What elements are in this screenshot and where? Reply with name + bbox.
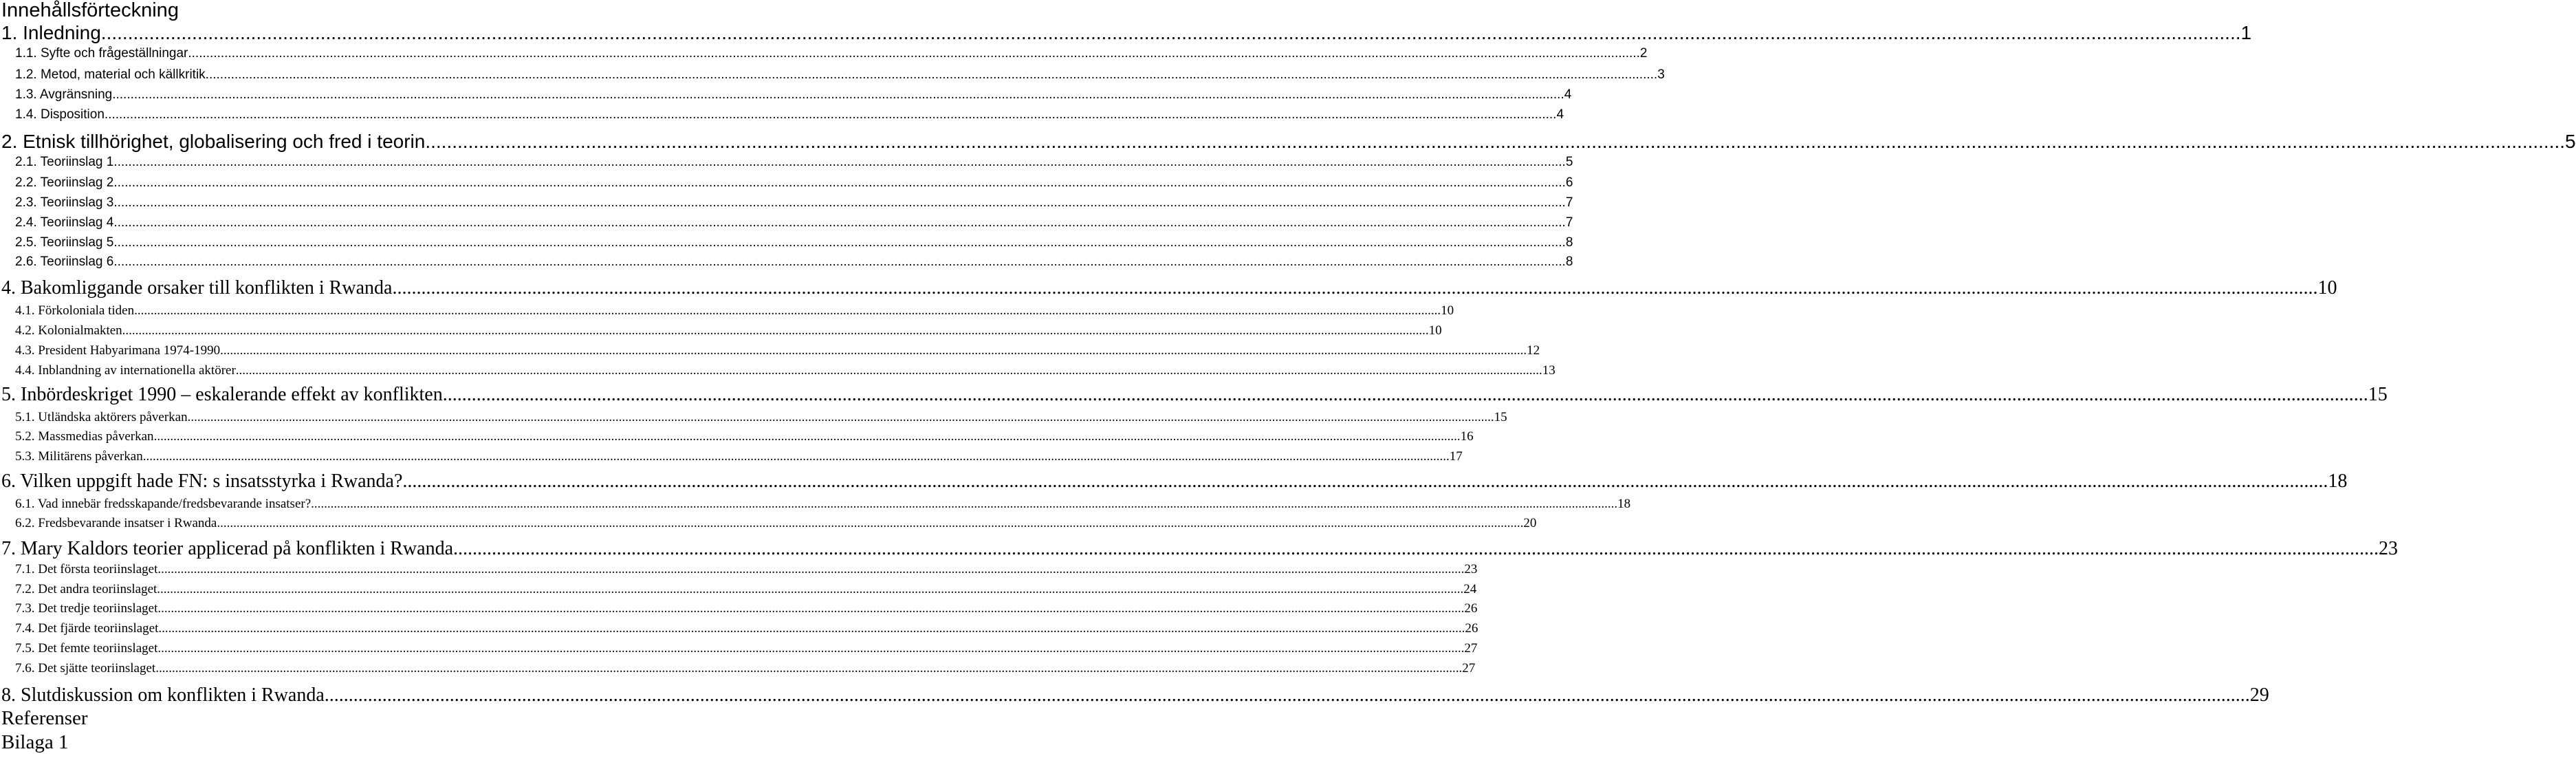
toc-entry-page-number: 26 xyxy=(1465,621,1478,636)
dot-leader: ................................................................................................................................................................................................................................................................................................................................................................................................................ xyxy=(113,175,1566,190)
toc-entry[interactable] xyxy=(0,601,1478,617)
dot-leader: ................................................................................................................................................................................................................................................................................................................................................................................................................ xyxy=(113,235,1566,250)
toc-entry[interactable] xyxy=(0,515,1537,532)
toc-entry-page-number: 26 xyxy=(1464,601,1478,616)
toc-entry[interactable] xyxy=(0,87,1572,103)
toc-trailing-entry[interactable] xyxy=(0,705,660,731)
toc-entry[interactable] xyxy=(0,429,1474,445)
toc-entry-label: 5.3. Militärens påverkan xyxy=(15,449,143,464)
toc-entry[interactable] xyxy=(0,620,1478,637)
toc-entry-label: 7.1. Det första teoriinslaget xyxy=(15,562,158,576)
dot-leader: ................................................................................................................................................................................................................................................................................................................................................................................................................ xyxy=(113,195,1566,210)
toc-entry-label: 5.1. Utländska aktörers påverkan xyxy=(15,410,188,424)
toc-entry[interactable] xyxy=(0,660,1476,677)
toc-entry-page-number: 8 xyxy=(1565,255,1573,269)
toc-entry-label: 1. Inledning xyxy=(1,22,101,43)
toc-entry-page-number: 10 xyxy=(1428,323,1442,338)
toc-entry[interactable] xyxy=(0,276,2337,301)
toc-trailing-entry[interactable] xyxy=(0,729,660,755)
toc-entry-label: 4. Bakomliggande orsaker till konflikten i Rwanda xyxy=(1,277,393,299)
toc-entry[interactable] xyxy=(0,129,2576,154)
toc-entry-label: 7.3. Det tredje teoriinslaget xyxy=(15,601,158,616)
dot-leader: ................................................................................................................................................................................................................................................................................................................................................................................................................ xyxy=(187,410,1494,424)
dot-leader: ................................................................................................................................................................................................................................................................................................................................................................................................................ xyxy=(112,87,1564,102)
dot-leader: ................................................................................................................................................................................................................................................................................................................................................................................................................ xyxy=(104,107,1557,122)
toc-entry-label: 6. Vilken uppgift hade FN: s insatsstyrka i Rwanda? xyxy=(1,471,403,492)
dot-leader: ................................................................................................................................................................................................................................................................................................................................................................................................................ xyxy=(425,131,2566,152)
toc-entry-label: 5. Inbördeskriget 1990 – eskalerande effekt av konflikten xyxy=(1,384,443,405)
toc-entry-page-number: 7 xyxy=(1565,215,1573,230)
toc-entry[interactable] xyxy=(0,254,1573,270)
toc-entry-label: 8. Slutdiskussion om konflikten i Rwanda xyxy=(1,684,325,706)
toc-entry-page-number: 4 xyxy=(1556,107,1564,122)
toc-heading: Innehållsförteckning xyxy=(1,0,179,21)
dot-leader: ................................................................................................................................................................................................................................................................................................................................................................................................................ xyxy=(153,429,1461,444)
toc-entry[interactable] xyxy=(0,154,1573,171)
toc-entry[interactable] xyxy=(0,537,2399,561)
toc-entry[interactable] xyxy=(0,21,2252,45)
toc-entry[interactable] xyxy=(0,382,2388,407)
toc-entry-page-number: 12 xyxy=(1527,343,1540,358)
toc-entry-label: 1.1. Syfte och frågeställningar xyxy=(15,46,188,61)
toc-entry-page-number: 4 xyxy=(1564,87,1572,102)
toc-entry-label: 2. Etnisk tillhörighet, globalisering och fred i teorin xyxy=(1,131,426,152)
toc-entry-page-number: 7 xyxy=(1565,195,1573,210)
toc-entry[interactable] xyxy=(0,363,1556,379)
dot-leader: ................................................................................................................................................................................................................................................................................................................................................................................................................ xyxy=(122,323,1429,338)
toc-entry[interactable] xyxy=(0,175,1573,191)
toc-entry-page-number: 18 xyxy=(2328,471,2348,492)
toc-entry-label: 7.2. Det andra teoriinslaget xyxy=(15,582,157,596)
dot-leader: ................................................................................................................................................................................................................................................................................................................................................................................................................ xyxy=(113,215,1566,230)
toc-entry[interactable] xyxy=(0,215,1573,231)
dot-leader: ................................................................................................................................................................................................................................................................................................................................................................................................................ xyxy=(324,684,2250,706)
toc-entry-label: 1.4. Disposition xyxy=(15,107,105,122)
toc-entry-label: 7.6. Det sjätte teoriinslaget xyxy=(15,661,156,676)
toc-entry-label: 2.4. Teoriinslag 4 xyxy=(15,215,114,230)
toc-entry-page-number: 23 xyxy=(1464,562,1478,576)
dot-leader: ................................................................................................................................................................................................................................................................................................................................................................................................................ xyxy=(113,255,1566,269)
toc-entry[interactable] xyxy=(0,303,1454,319)
toc-entry[interactable] xyxy=(0,195,1573,211)
toc-entry-label: 1.2. Metod, material och källkritik xyxy=(15,67,206,82)
dot-leader: ................................................................................................................................................................................................................................................................................................................................................................................................................ xyxy=(134,303,1441,318)
toc-entry[interactable] xyxy=(0,45,1648,62)
dot-leader: ................................................................................................................................................................................................................................................................................................................................................................................................................ xyxy=(217,516,1524,530)
dot-leader: ................................................................................................................................................................................................................................................................................................................................................................................................................ xyxy=(155,661,1463,676)
toc-entry-page-number: 10 xyxy=(2317,277,2337,299)
toc-entry-page-number: 24 xyxy=(1463,582,1477,596)
toc-entry-label: 7.4. Det fjärde teoriinslaget xyxy=(15,621,159,636)
dot-leader: ................................................................................................................................................................................................................................................................................................................................................................................................................ xyxy=(220,343,1527,358)
dot-leader: ................................................................................................................................................................................................................................................................................................................................................................................................................ xyxy=(235,363,1542,378)
toc-entry-page-number: 27 xyxy=(1464,641,1478,656)
dot-leader: ................................................................................................................................................................................................................................................................................................................................................................................................................ xyxy=(113,155,1566,169)
dot-leader: ................................................................................................................................................................................................................................................................................................................................................................................................................ xyxy=(453,538,2379,559)
dot-leader: ................................................................................................................................................................................................................................................................................................................................................................................................................ xyxy=(205,67,1658,82)
toc-entry-page-number: 15 xyxy=(1494,410,1507,424)
toc-entry-page-number: 2 xyxy=(1639,46,1648,61)
toc-entry[interactable] xyxy=(0,107,1564,123)
toc-entry[interactable] xyxy=(0,640,1478,657)
toc-entry-label: 4.3. President Habyarimana 1974-1990 xyxy=(15,343,221,358)
toc-entry-page-number: 6 xyxy=(1565,175,1573,190)
toc-entry[interactable] xyxy=(0,323,1442,339)
toc-entry-label: 2.1. Teoriinslag 1 xyxy=(15,155,114,169)
toc-entry-label: 2.5. Teoriinslag 5 xyxy=(15,235,114,250)
dot-leader: ................................................................................................................................................................................................................................................................................................................................................................................................................ xyxy=(442,384,2368,405)
dot-leader: ................................................................................................................................................................................................................................................................................................................................................................................................................ xyxy=(142,449,1450,464)
toc-entry-page-number: 20 xyxy=(1523,516,1537,530)
toc-entry-label: 6.2. Fredsbevarande insatser i Rwanda xyxy=(15,516,217,530)
dot-leader: ................................................................................................................................................................................................................................................................................................................................................................................................................ xyxy=(158,621,1465,636)
dot-leader: ................................................................................................................................................................................................................................................................................................................................................................................................................ xyxy=(157,582,1464,596)
toc-entry[interactable] xyxy=(0,496,1631,512)
toc-entry-label: 6.1. Vad innebär fredsskapande/fredsbevarande insatser? xyxy=(15,497,312,511)
toc-entry-label: 5.2. Massmedias påverkan xyxy=(15,429,154,444)
dot-leader: ................................................................................................................................................................................................................................................................................................................................................................................................................ xyxy=(157,562,1465,576)
toc-entry[interactable] xyxy=(0,67,1665,83)
toc-entry-page-number: 10 xyxy=(1441,303,1454,318)
toc-entry-page-number: 18 xyxy=(1617,497,1631,511)
toc-entry[interactable] xyxy=(0,683,2269,708)
toc-entry-page-number: 5 xyxy=(2565,131,2576,152)
toc-entry[interactable] xyxy=(0,343,1540,359)
toc-entry-label: 7. Mary Kaldors teorier applicerad på konflikten i Rwanda xyxy=(1,538,454,559)
toc-entry-label: 2.2. Teoriinslag 2 xyxy=(15,175,114,190)
toc-entry[interactable] xyxy=(0,581,1477,598)
toc-entry-label: 4.4. Inblandning av internationella aktörer xyxy=(15,363,236,378)
dot-leader: ................................................................................................................................................................................................................................................................................................................................................................................................................ xyxy=(402,471,2328,492)
toc-entry-page-number: 15 xyxy=(2368,384,2388,405)
dot-leader: ................................................................................................................................................................................................................................................................................................................................................................................................................ xyxy=(188,46,1640,61)
toc-entry-page-number: 8 xyxy=(1565,235,1573,250)
toc-entry-page-number: 17 xyxy=(1449,449,1463,464)
toc-entry-page-number: 13 xyxy=(1542,363,1556,378)
toc-trailing-label: Bilaga 1 xyxy=(1,731,69,753)
toc-entry-label: 2.6. Teoriinslag 6 xyxy=(15,255,114,269)
toc-entry-label: 2.3. Teoriinslag 3 xyxy=(15,195,114,210)
toc-trailing-label: Referenser xyxy=(1,707,88,729)
toc-entry-label: 1.3. Avgränsning xyxy=(15,87,113,102)
dot-leader: ................................................................................................................................................................................................................................................................................................................................................................................................................ xyxy=(100,22,2241,43)
toc-entry-label: 7.5. Det femte teoriinslaget xyxy=(15,641,158,656)
toc-entry-page-number: 23 xyxy=(2379,538,2399,559)
toc-entry[interactable] xyxy=(0,449,1463,465)
dot-leader: ................................................................................................................................................................................................................................................................................................................................................................................................................ xyxy=(392,277,2318,299)
dot-leader: ................................................................................................................................................................................................................................................................................................................................................................................................................ xyxy=(157,641,1465,656)
toc-entry-page-number: 16 xyxy=(1460,429,1474,444)
toc-entry-page-number: 29 xyxy=(2249,684,2269,706)
toc-entry-page-number: 1 xyxy=(2240,22,2252,43)
toc-entry-label: 4.1. Förkoloniala tiden xyxy=(15,303,135,318)
dot-leader: ................................................................................................................................................................................................................................................................................................................................................................................................................ xyxy=(311,497,1618,511)
toc-entry[interactable] xyxy=(0,561,1478,578)
toc-entry-page-number: 5 xyxy=(1565,155,1573,169)
toc-entry-label: 4.2. Kolonialmakten xyxy=(15,323,122,338)
toc-entry[interactable] xyxy=(0,235,1573,251)
toc-entry[interactable] xyxy=(0,409,1507,426)
toc-entry[interactable] xyxy=(0,469,2348,494)
dot-leader: ................................................................................................................................................................................................................................................................................................................................................................................................................ xyxy=(157,601,1465,616)
toc-entry-page-number: 27 xyxy=(1462,661,1476,676)
toc-entry-page-number: 3 xyxy=(1657,67,1665,82)
